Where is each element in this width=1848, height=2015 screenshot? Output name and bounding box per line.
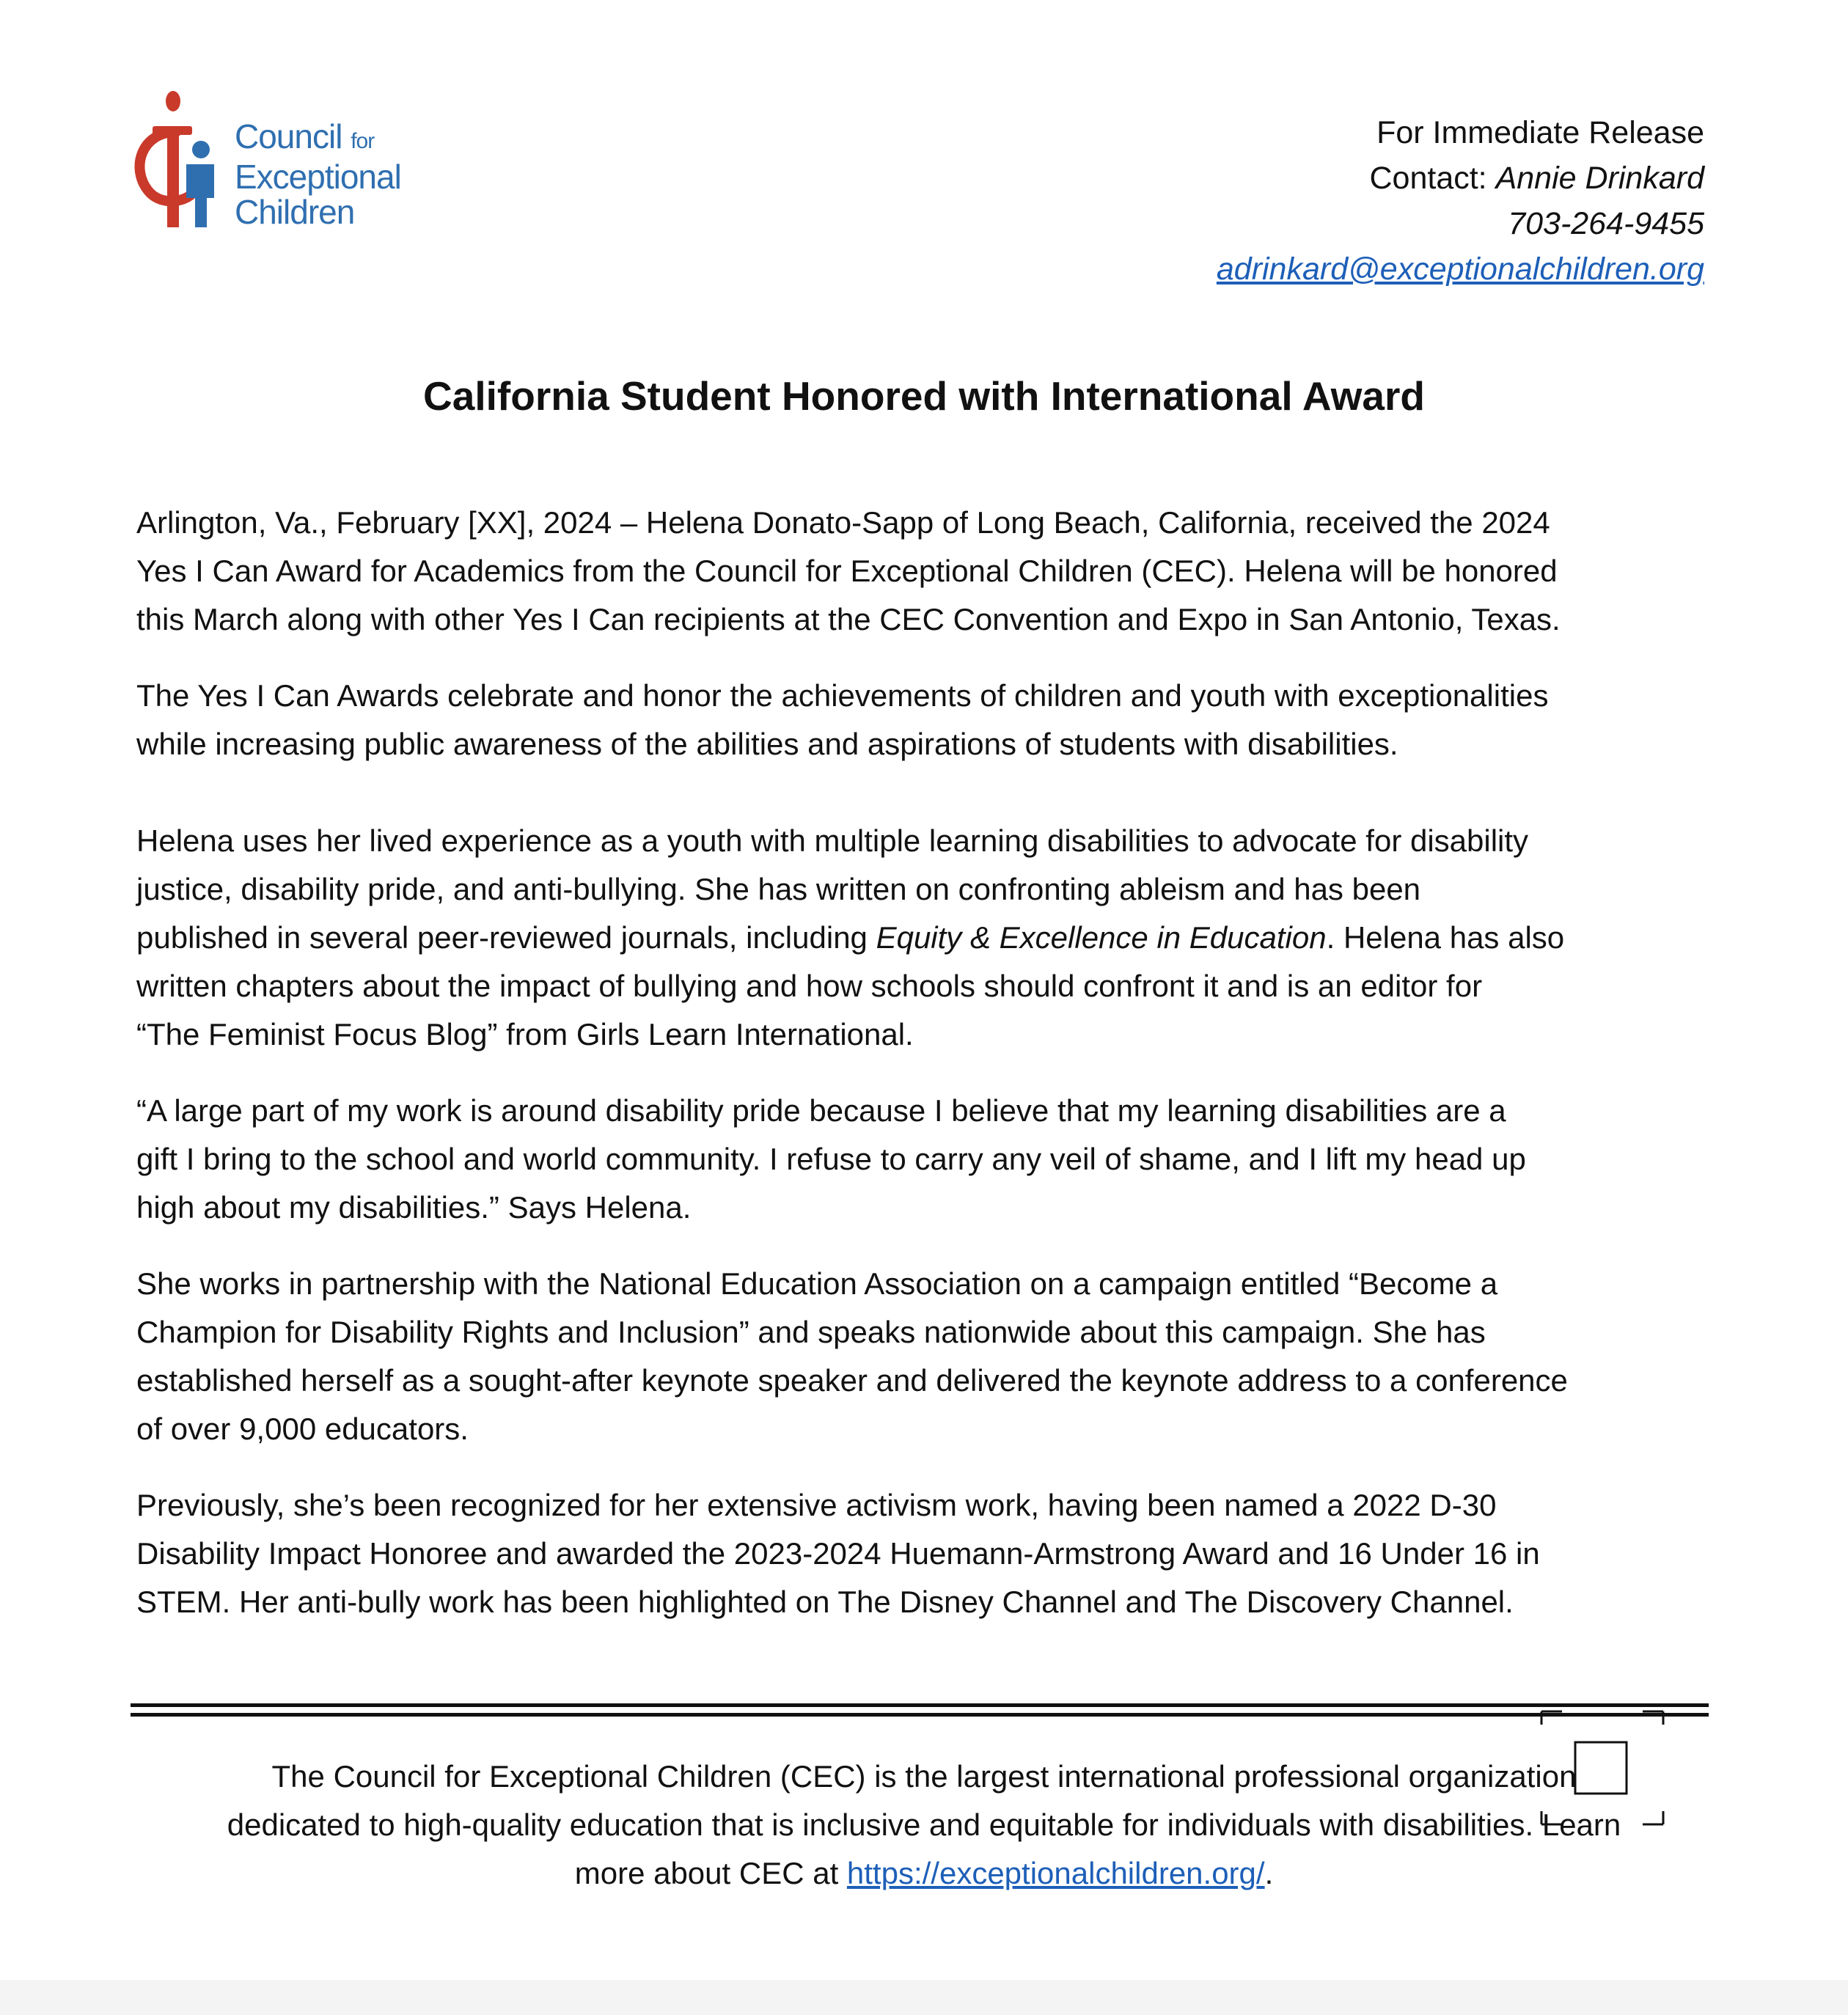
contact-name: Annie Drinkard xyxy=(1495,161,1704,196)
cec-website-link[interactable]: https://exceptionalchildren.org/ xyxy=(846,1856,1265,1890)
page-bottom-edge xyxy=(0,1980,1848,2015)
contact-block xyxy=(1217,110,1704,292)
paragraph-quote: “A large part of my work is around disability pride because I believe that my learning disabilities are a gift I bring to the school and world community. I refuse to carry any veil of shame, and I lift my head up high about my disabilities.” Says Helena. xyxy=(136,1093,1526,1225)
organization-footer: The Council for Exceptional Children (CEC) is the largest international professional organization dedicated to high-quality education that is inclusive and equitable for individuals with disabilities. Learn more about CEC at https://exceptionalchildren.org/. xyxy=(227,1759,1621,1890)
paragraph-intro: Arlington, Va., February [XX], 2024 – Helena Donato-Sapp of Long Beach, California, received the 2024 Yes I Can Award for Academics from the Council for Exceptional Children (CEC). Helena will be honored this March along with other Yes I Can recipients at the CEC Convention and Expo in San Antonio, Texas. xyxy=(136,505,1561,636)
paragraph-advocacy: Helena uses her lived experience as a youth with multiple learning disabilities to advocate for disability justice, disability pride, and anti-bullying. She has written on confronting ableism and has been published in several peer-reviewed journals, including Equity & Excellence in Education. Helena has also written chapters about the impact of bullying and how schools should confront it and is an editor for “The Feminist Focus Blog” from Girls Learn International. xyxy=(136,823,1565,1051)
footer-divider-top xyxy=(131,1703,1709,1707)
release-label: For Immediate Release xyxy=(1376,115,1704,150)
cec-logo xyxy=(133,88,441,235)
logo-wordmark: Council for Exceptional Children xyxy=(235,117,401,231)
contact-email-link[interactable]: adrinkard@exceptionalchildren.org xyxy=(1216,252,1704,287)
paragraph-recognition: Previously, she’s been recognized for her extensive activism work, having been named a 2022 D-30 Disability Impact Honoree and awarded the 2023-2024 Huemann-Armstrong Award and 16 Under 16 in STEM. Her anti-bully work has been highlighted on The Disney Channel and The Discovery Channel. xyxy=(136,1488,1540,1619)
contact-line: Contact: Annie Drinkard xyxy=(1369,161,1704,196)
cec-logo-mark-icon xyxy=(133,88,236,235)
contact-phone: 703-264-9455 xyxy=(1508,206,1704,241)
press-release-body xyxy=(136,499,1750,1654)
press-release-title: California Student Honored with International Award xyxy=(423,373,1425,419)
paragraph-partnership: She works in partnership with the National Education Association on a campaign entitled “Become a Champion for Disability Rights and Inclusion” and speaks nationwide about this campaign. She has established herself as a sought-after keynote speaker and delivered the keynote address to a conference of over 9,000 educators. xyxy=(136,1266,1568,1446)
paragraph-awards: The Yes I Can Awards celebrate and honor the achievements of children and youth with exceptionalities while increasing public awareness of the abilities and aspirations of students with disabilities. xyxy=(136,678,1549,761)
footer-divider-bottom xyxy=(131,1713,1709,1717)
journal-title: Equity & Excellence in Education xyxy=(876,920,1327,955)
